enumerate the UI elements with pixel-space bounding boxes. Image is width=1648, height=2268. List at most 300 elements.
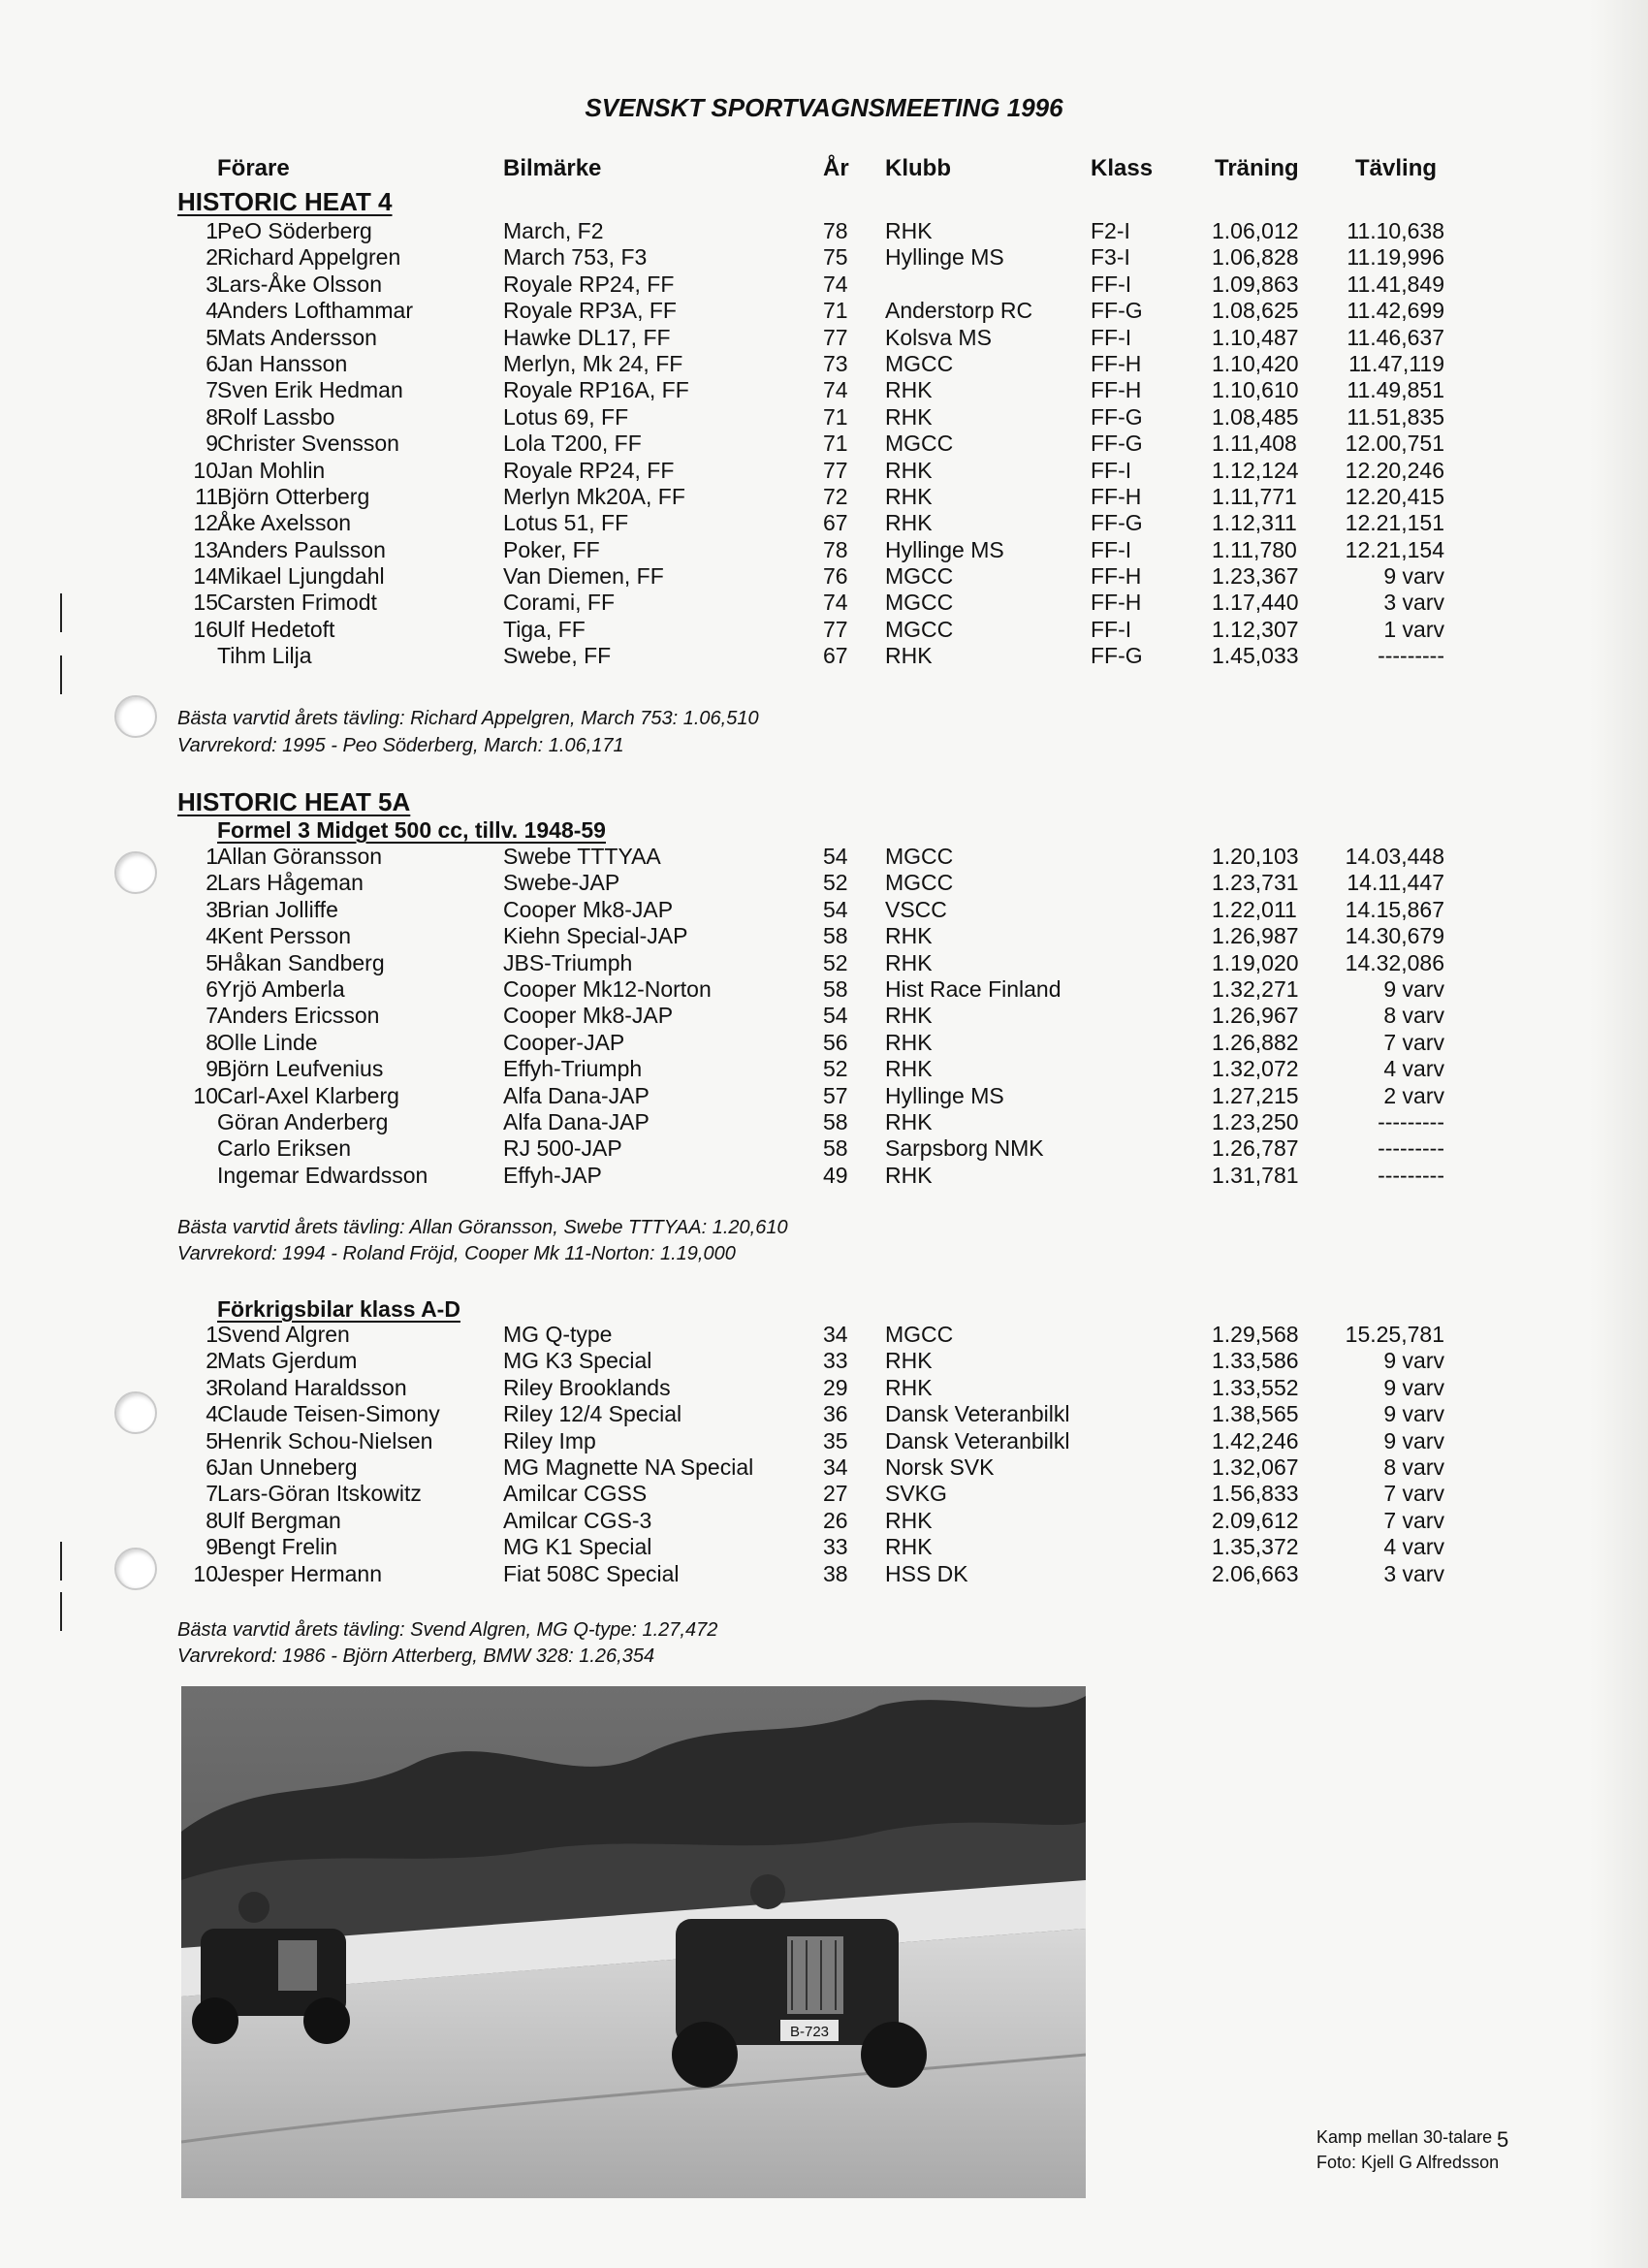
race-result: 3 varv xyxy=(1383,590,1444,616)
col-header-traning: Träning xyxy=(1215,155,1299,181)
race-result: 11.42,699 xyxy=(1347,298,1444,324)
practice-time: 1.12,311 xyxy=(1212,510,1297,536)
club: Sarpsborg NMK xyxy=(885,1135,1044,1162)
club: RHK xyxy=(885,1029,933,1055)
race-result: --------- xyxy=(1378,1135,1444,1162)
class: FF-G xyxy=(1091,431,1143,457)
club: Kolsva MS xyxy=(885,324,992,350)
club: Hyllinge MS xyxy=(885,536,1004,562)
year: 33 xyxy=(823,1348,848,1374)
race-result: 11.47,119 xyxy=(1348,350,1444,376)
number-plate: B-723 xyxy=(789,2024,830,2040)
race-result: 9 varv xyxy=(1383,1401,1444,1427)
practice-time: 1.10,610 xyxy=(1212,377,1299,403)
practice-time: 1.12,124 xyxy=(1212,457,1299,483)
car: Cooper Mk8-JAP xyxy=(503,1003,674,1029)
club: MGCC xyxy=(885,590,954,616)
position: 9 xyxy=(206,431,218,457)
result-row xyxy=(0,218,1648,244)
club: HSS DK xyxy=(885,1560,968,1586)
driver: Mats Andersson xyxy=(217,324,377,350)
club: Hyllinge MS xyxy=(885,1082,1004,1108)
heat5a-results xyxy=(0,844,1648,1189)
race-result: 9 varv xyxy=(1383,1427,1444,1453)
position: 12 xyxy=(193,510,218,536)
practice-time: 1.42,246 xyxy=(1212,1427,1299,1453)
club: Hyllinge MS xyxy=(885,244,1004,271)
driver: Kent Persson xyxy=(217,923,352,949)
result-row xyxy=(0,643,1648,669)
car: Swebe TTTYAA xyxy=(503,844,661,869)
race-result: 11.10,638 xyxy=(1347,218,1444,243)
driver: Lars Hågeman xyxy=(217,870,364,896)
club: RHK xyxy=(885,1534,933,1560)
driver: Roland Haraldsson xyxy=(217,1374,407,1400)
photo-caption: Kamp mellan 30-talare xyxy=(1316,2127,1493,2147)
col-header-klass: Klass xyxy=(1091,155,1154,181)
result-row xyxy=(0,431,1648,457)
car: Van Diemen, FF xyxy=(503,563,664,590)
car: Lotus 51, FF xyxy=(503,510,629,536)
heat4-title: HISTORIC HEAT 4 xyxy=(177,187,393,216)
heat4-results xyxy=(0,218,1648,670)
result-row xyxy=(0,510,1648,536)
class: FF-H xyxy=(1091,483,1142,509)
car: Hawke DL17, FF xyxy=(503,324,671,350)
result-row xyxy=(0,458,1648,484)
club: Anderstorp RC xyxy=(885,298,1033,324)
practice-time: 1.19,020 xyxy=(1212,949,1299,975)
driver: Mats Gjerdum xyxy=(217,1348,358,1374)
position: 3 xyxy=(206,896,218,922)
driver: Björn Leufvenius xyxy=(217,1056,384,1082)
club: RHK xyxy=(885,949,933,975)
race-result: 8 varv xyxy=(1383,1003,1444,1029)
heat4-best-lap: Bästa varvtid årets tävling: Richard Appelgren, March 753: 1.06,510 xyxy=(177,708,759,729)
car: Swebe-JAP xyxy=(503,870,620,896)
race-result: 9 varv xyxy=(1383,563,1444,590)
race-result: 7 varv xyxy=(1383,1507,1444,1533)
race-result: 2 varv xyxy=(1383,1082,1444,1108)
club: SVKG xyxy=(885,1481,947,1507)
race-result: 12.21,151 xyxy=(1345,510,1444,536)
result-row xyxy=(0,537,1648,563)
result-row xyxy=(0,617,1648,643)
club: RHK xyxy=(885,643,933,669)
race-result: 9 varv xyxy=(1383,1348,1444,1374)
club: RHK xyxy=(885,457,933,483)
car: Lola T200, FF xyxy=(503,431,642,457)
club: RHK xyxy=(885,1108,933,1134)
position: 15 xyxy=(193,590,218,616)
year: 78 xyxy=(823,218,848,243)
race-result: 14.32,086 xyxy=(1345,949,1444,975)
practice-time: 1.23,250 xyxy=(1212,1108,1299,1134)
year: 78 xyxy=(823,536,848,562)
result-row xyxy=(0,404,1648,431)
car: Riley Imp xyxy=(503,1427,596,1453)
race-result: 7 varv xyxy=(1383,1029,1444,1055)
class: FF-H xyxy=(1091,377,1142,403)
club: Dansk Veteranbilkl xyxy=(885,1401,1070,1427)
driver: Allan Göransson xyxy=(217,844,383,869)
race-result: 12.00,751 xyxy=(1345,431,1444,457)
driver: Anders Paulsson xyxy=(217,536,386,562)
club: RHK xyxy=(885,1374,933,1400)
forkrig-best-lap: Bästa varvtid årets tävling: Svend Algren, MG Q-type: 1.27,472 xyxy=(177,1619,718,1641)
year: 54 xyxy=(823,844,848,869)
result-row xyxy=(0,1135,1648,1162)
year: 54 xyxy=(823,896,848,922)
car: Merlyn, Mk 24, FF xyxy=(503,350,683,376)
practice-time: 1.09,863 xyxy=(1212,271,1299,297)
car: MG K1 Special xyxy=(503,1534,652,1560)
practice-time: 1.29,568 xyxy=(1212,1322,1299,1347)
year: 52 xyxy=(823,949,848,975)
result-row xyxy=(0,1003,1648,1029)
position: 8 xyxy=(206,1507,218,1533)
driver: Jesper Hermann xyxy=(217,1560,383,1586)
year: 77 xyxy=(823,324,848,350)
year: 75 xyxy=(823,244,848,271)
year: 76 xyxy=(823,563,848,590)
driver: Carlo Eriksen xyxy=(217,1135,352,1162)
club: MGCC xyxy=(885,431,954,457)
col-header-forare: Förare xyxy=(217,155,290,181)
result-row xyxy=(0,976,1648,1003)
year: 35 xyxy=(823,1427,848,1453)
year: 49 xyxy=(823,1162,848,1188)
practice-time: 1.26,987 xyxy=(1212,923,1299,949)
driver: Yrjö Amberla xyxy=(217,975,345,1002)
heat5a-title: HISTORIC HEAT 5A xyxy=(177,787,411,816)
position: 4 xyxy=(206,1401,218,1427)
col-header-tavling: Tävling xyxy=(1355,155,1438,181)
race-result: 14.15,867 xyxy=(1345,896,1444,922)
year: 29 xyxy=(823,1374,848,1400)
driver: Mikael Ljungdahl xyxy=(217,563,385,590)
col-header-bilmarke: Bilmärke xyxy=(503,155,602,181)
practice-time: 1.26,967 xyxy=(1212,1003,1299,1029)
club: RHK xyxy=(885,1003,933,1029)
position: 7 xyxy=(206,1003,218,1029)
race-result: --------- xyxy=(1378,1162,1444,1188)
year: 33 xyxy=(823,1534,848,1560)
car: Riley Brooklands xyxy=(503,1374,671,1400)
club: RHK xyxy=(885,510,933,536)
heat5a-lap-record: Varvrekord: 1994 - Roland Fröjd, Cooper Mk 11-Norton: 1.19,000 xyxy=(177,1243,736,1264)
driver: Henrik Schou-Nielsen xyxy=(217,1427,433,1453)
year: 67 xyxy=(823,510,848,536)
car: Royale RP16A, FF xyxy=(503,377,689,403)
practice-time: 1.10,487 xyxy=(1212,324,1299,350)
result-row xyxy=(0,298,1648,324)
car: Alfa Dana-JAP xyxy=(503,1108,650,1134)
car: March, F2 xyxy=(503,218,604,243)
club: RHK xyxy=(885,923,933,949)
driver: Bengt Frelin xyxy=(217,1534,338,1560)
practice-time: 1.33,586 xyxy=(1212,1348,1299,1374)
race-result: --------- xyxy=(1378,1108,1444,1134)
position: 6 xyxy=(206,350,218,376)
col-header-ar: År xyxy=(823,155,849,181)
club: MGCC xyxy=(885,870,954,896)
practice-time: 1.32,067 xyxy=(1212,1453,1299,1480)
practice-time: 2.06,663 xyxy=(1212,1560,1299,1586)
year: 58 xyxy=(823,923,848,949)
result-row xyxy=(0,1348,1648,1374)
position: 10 xyxy=(193,1082,218,1108)
class: FF-I xyxy=(1091,616,1132,642)
driver: Anders Ericsson xyxy=(217,1003,380,1029)
class: F3-I xyxy=(1091,244,1130,271)
race-result: 14.03,448 xyxy=(1345,844,1444,869)
forkrig-lap-record: Varvrekord: 1986 - Björn Atterberg, BMW 328: 1.26,354 xyxy=(177,1645,655,1667)
driver: Tihm Lilja xyxy=(217,643,312,669)
year: 54 xyxy=(823,1003,848,1029)
year: 34 xyxy=(823,1453,848,1480)
club: RHK xyxy=(885,1162,933,1188)
practice-time: 1.08,625 xyxy=(1212,298,1299,324)
year: 77 xyxy=(823,616,848,642)
club: RHK xyxy=(885,218,933,243)
class: FF-G xyxy=(1091,298,1143,324)
position: 9 xyxy=(206,1534,218,1560)
practice-time: 1.33,552 xyxy=(1212,1374,1299,1400)
position: 5 xyxy=(206,1427,218,1453)
driver: Jan Hansson xyxy=(217,350,348,376)
practice-time: 1.26,787 xyxy=(1212,1135,1299,1162)
club: VSCC xyxy=(885,896,947,922)
result-row xyxy=(0,1375,1648,1401)
class: FF-G xyxy=(1091,510,1143,536)
year: 74 xyxy=(823,377,848,403)
car: Poker, FF xyxy=(503,536,600,562)
position: 2 xyxy=(206,1348,218,1374)
car: MG K3 Special xyxy=(503,1348,652,1374)
club: MGCC xyxy=(885,616,954,642)
position: 14 xyxy=(193,563,218,590)
race-result: 8 varv xyxy=(1383,1453,1444,1480)
car: Royale RP24, FF xyxy=(503,271,675,297)
position: 4 xyxy=(206,923,218,949)
club: RHK xyxy=(885,403,933,430)
driver: Brian Jolliffe xyxy=(217,896,338,922)
position: 6 xyxy=(206,975,218,1002)
car: RJ 500-JAP xyxy=(503,1135,622,1162)
position: 9 xyxy=(206,1056,218,1082)
practice-time: 1.27,215 xyxy=(1212,1082,1299,1108)
class: F2-I xyxy=(1091,218,1130,243)
result-row xyxy=(0,923,1648,949)
driver: Claude Teisen-Simony xyxy=(217,1401,440,1427)
car: Kiehn Special-JAP xyxy=(503,923,688,949)
driver: Lars-Göran Itskowitz xyxy=(217,1481,422,1507)
result-row xyxy=(0,1401,1648,1427)
result-row xyxy=(0,563,1648,590)
position: 8 xyxy=(206,403,218,430)
class: FF-G xyxy=(1091,643,1143,669)
car: Cooper Mk8-JAP xyxy=(503,896,674,922)
year: 52 xyxy=(823,870,848,896)
race-photo-illustration xyxy=(181,1686,1086,2198)
practice-time: 1.32,271 xyxy=(1212,975,1299,1002)
practice-time: 1.10,420 xyxy=(1212,350,1299,376)
position: 2 xyxy=(206,244,218,271)
car: JBS-Triumph xyxy=(503,949,633,975)
year: 72 xyxy=(823,483,848,509)
result-row xyxy=(0,1508,1648,1534)
club: RHK xyxy=(885,377,933,403)
race-result: 12.20,415 xyxy=(1345,483,1444,509)
practice-time: 1.06,012 xyxy=(1212,218,1299,243)
race-result: 7 varv xyxy=(1383,1481,1444,1507)
binder-hole xyxy=(114,695,157,738)
practice-time: 1.11,771 xyxy=(1212,483,1297,509)
result-row xyxy=(0,1322,1648,1348)
year: 52 xyxy=(823,1056,848,1082)
club: MGCC xyxy=(885,844,954,869)
position: 10 xyxy=(193,457,218,483)
position: 4 xyxy=(206,298,218,324)
year: 71 xyxy=(823,431,848,457)
driver: Åke Axelsson xyxy=(217,510,352,536)
car: Royale RP24, FF xyxy=(503,457,675,483)
page-number: 5 xyxy=(1497,2127,1509,2152)
club: MGCC xyxy=(885,350,954,376)
race-result: 11.46,637 xyxy=(1347,324,1444,350)
year: 36 xyxy=(823,1401,848,1427)
year: 27 xyxy=(823,1481,848,1507)
race-result: 12.21,154 xyxy=(1345,536,1444,562)
year: 58 xyxy=(823,975,848,1002)
year: 56 xyxy=(823,1029,848,1055)
result-row xyxy=(0,1534,1648,1560)
position: 3 xyxy=(206,271,218,297)
position: 10 xyxy=(193,1560,218,1586)
year: 58 xyxy=(823,1108,848,1134)
car: Lotus 69, FF xyxy=(503,403,629,430)
result-row xyxy=(0,484,1648,510)
driver: Jan Mohlin xyxy=(217,457,326,483)
year: 38 xyxy=(823,1560,848,1586)
practice-time: 1.56,833 xyxy=(1212,1481,1299,1507)
club: MGCC xyxy=(885,563,954,590)
result-row xyxy=(0,1109,1648,1135)
class: FF-H xyxy=(1091,350,1142,376)
car: Effyh-Triumph xyxy=(503,1056,643,1082)
practice-time: 1.17,440 xyxy=(1212,590,1299,616)
practice-time: 1.31,781 xyxy=(1212,1162,1299,1188)
car: March 753, F3 xyxy=(503,244,648,271)
year: 67 xyxy=(823,643,848,669)
practice-time: 1.38,565 xyxy=(1212,1401,1299,1427)
heat4-lap-record: Varvrekord: 1995 - Peo Söderberg, March: 1.06,171 xyxy=(177,735,624,756)
position: 6 xyxy=(206,1453,218,1480)
result-row xyxy=(0,244,1648,271)
club: Norsk SVK xyxy=(885,1453,995,1480)
result-row xyxy=(0,897,1648,923)
practice-time: 1.22,011 xyxy=(1212,896,1297,922)
year: 74 xyxy=(823,590,848,616)
driver: Carsten Frimodt xyxy=(217,590,377,616)
result-row xyxy=(0,950,1648,976)
race-result: 14.30,679 xyxy=(1345,923,1444,949)
driver: Svend Algren xyxy=(217,1322,350,1347)
col-header-klubb: Klubb xyxy=(885,155,951,181)
result-row xyxy=(0,1083,1648,1109)
position: 1 xyxy=(206,1322,218,1347)
practice-time: 1.32,072 xyxy=(1212,1056,1299,1082)
class: FF-I xyxy=(1091,324,1132,350)
position: 5 xyxy=(206,324,218,350)
race-result: 11.51,835 xyxy=(1347,403,1444,430)
class: FF-I xyxy=(1091,536,1132,562)
driver: Rolf Lassbo xyxy=(217,403,335,430)
practice-time: 1.08,485 xyxy=(1212,403,1299,430)
photo-credit: Foto: Kjell G Alfredsson xyxy=(1316,2153,1500,2172)
practice-time: 1.35,372 xyxy=(1212,1534,1299,1560)
result-row xyxy=(0,1030,1648,1056)
forkrig-results xyxy=(0,1322,1648,1587)
driver: Olle Linde xyxy=(217,1029,318,1055)
position: 3 xyxy=(206,1374,218,1400)
race-result: 9 varv xyxy=(1383,1374,1444,1400)
driver: Håkan Sandberg xyxy=(217,949,385,975)
driver: Jan Unneberg xyxy=(217,1453,358,1480)
position: 13 xyxy=(193,536,218,562)
position: 5 xyxy=(206,949,218,975)
result-row xyxy=(0,590,1648,616)
heat5a-best-lap: Bästa varvtid årets tävling: Allan Göransson, Swebe TTTYAA: 1.20,610 xyxy=(177,1217,788,1238)
practice-time: 1.45,033 xyxy=(1212,643,1299,669)
club: RHK xyxy=(885,1348,933,1374)
car: Amilcar CGSS xyxy=(503,1481,648,1507)
result-row xyxy=(0,1428,1648,1454)
driver: Ulf Hedetoft xyxy=(217,616,335,642)
result-row xyxy=(0,1163,1648,1189)
practice-time: 1.23,367 xyxy=(1212,563,1299,590)
position: 7 xyxy=(206,1481,218,1507)
driver: Björn Otterberg xyxy=(217,483,370,509)
car: Royale RP3A, FF xyxy=(503,298,677,324)
race-result: 14.11,447 xyxy=(1347,870,1444,896)
year: 57 xyxy=(823,1082,848,1108)
car: Effyh-JAP xyxy=(503,1162,602,1188)
car: Cooper-JAP xyxy=(503,1029,625,1055)
result-row xyxy=(0,1561,1648,1587)
result-row xyxy=(0,325,1648,351)
club: RHK xyxy=(885,1056,933,1082)
car: MG Magnette NA Special xyxy=(503,1453,754,1480)
car: Cooper Mk12-Norton xyxy=(503,975,712,1002)
result-row xyxy=(0,272,1648,298)
practice-time: 1.26,882 xyxy=(1212,1029,1299,1055)
driver: Richard Appelgren xyxy=(217,244,401,271)
result-row xyxy=(0,1454,1648,1481)
practice-time: 1.20,103 xyxy=(1212,844,1299,869)
car: Amilcar CGS-3 xyxy=(503,1507,652,1533)
position: 1 xyxy=(206,844,218,869)
club: MGCC xyxy=(885,1322,954,1347)
position: 16 xyxy=(193,616,218,642)
class: FF-H xyxy=(1091,563,1142,590)
race-result: 9 varv xyxy=(1383,975,1444,1002)
driver: Göran Anderberg xyxy=(217,1108,389,1134)
race-result: 11.19,996 xyxy=(1347,244,1444,271)
position: 11 xyxy=(195,483,218,509)
car: Tiga, FF xyxy=(503,616,586,642)
